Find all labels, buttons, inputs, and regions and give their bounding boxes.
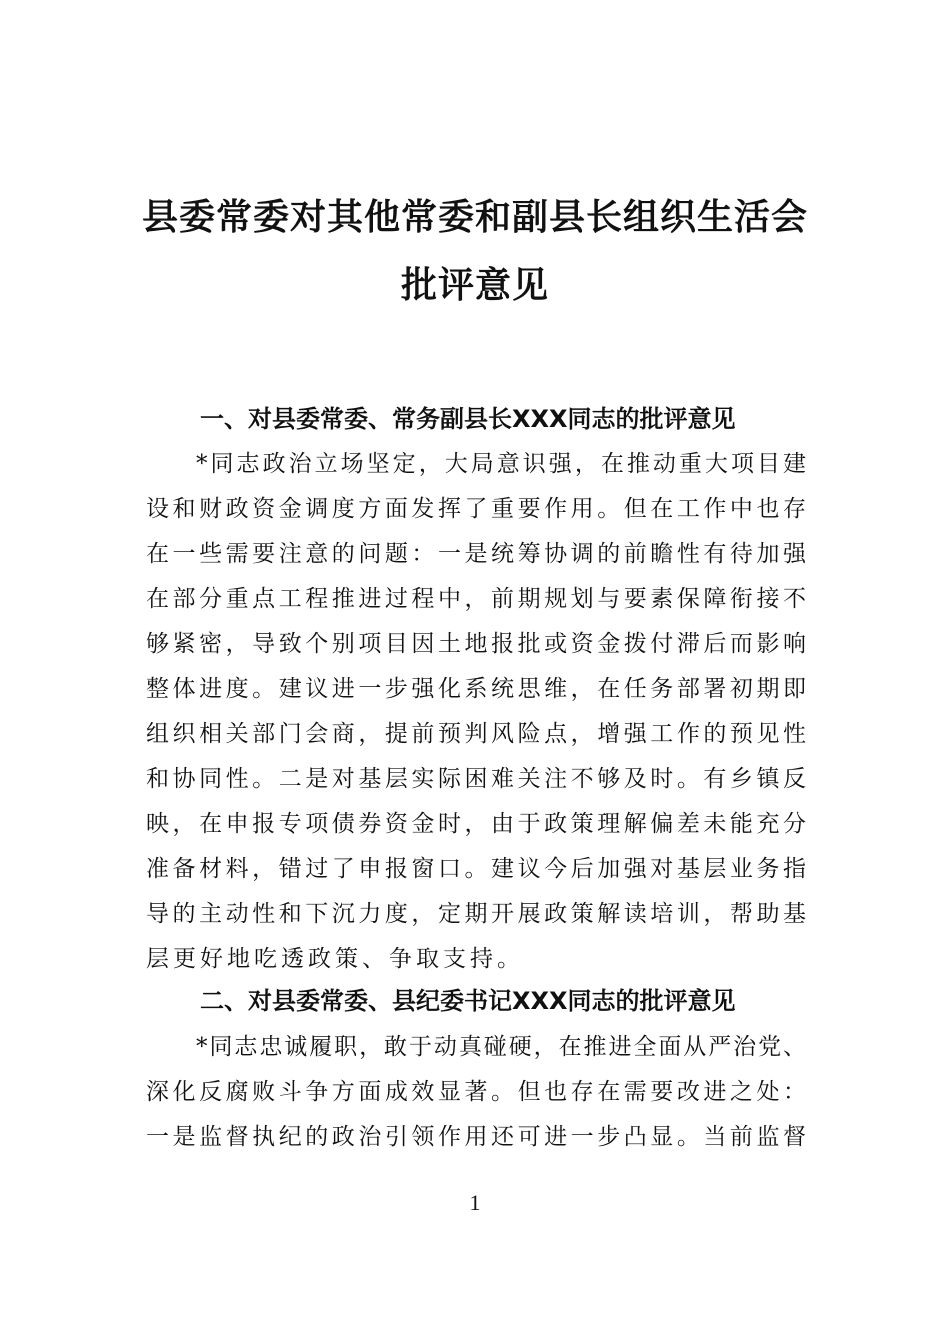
section-2-heading: 二、对县委常委、县纪委书记XXX同志的批评意见 <box>200 987 736 1015</box>
section-2-paragraph-line: 深化反腐败斗争方面成效显著。但也存在需要改进之处： <box>146 1079 806 1105</box>
section-1-paragraph-line: 准备材料，错过了申报窗口。建议今后加强对基层业务指 <box>146 856 806 882</box>
section-1-heading: 一、对县委常委、常务副县长XXX同志的批评意见 <box>200 405 736 433</box>
page-number: 1 <box>469 1190 481 1215</box>
section-1-paragraph-line: 设和财政资金调度方面发挥了重要作用。但在工作中也存 <box>146 496 806 522</box>
section-1-paragraph-line: 和协同性。二是对基层实际困难关注不够及时。有乡镇反 <box>146 766 806 792</box>
section-1-paragraph-line: 映，在申报专项债券资金时，由于政策理解偏差未能充分 <box>146 811 806 837</box>
section-1-paragraph-line: *同志政治立场坚定，大局意识强，在推动重大项目建 <box>196 451 806 477</box>
section-1-paragraph-line: 组织相关部门会商，提前预判风险点，增强工作的预见性 <box>146 721 806 747</box>
section-1-paragraph-line: 在部分重点工程推进过程中，前期规划与要素保障衔接不 <box>146 586 806 612</box>
section-2-paragraph-line: 一是监督执纪的政治引领作用还可进一步凸显。当前监督 <box>146 1124 806 1150</box>
section-2-paragraph-line: *同志忠诚履职，敢于动真碰硬，在推进全面从严治党、 <box>196 1034 806 1060</box>
section-1-paragraph-line: 在一些需要注意的问题：一是统筹协调的前瞻性有待加强 <box>146 541 806 567</box>
document-title-line-1: 县委常委对其他常委和副县长组织生活会 <box>141 197 808 238</box>
section-1-paragraph-line: 整体进度。建议进一步强化系统思维，在任务部署初期即 <box>146 676 806 702</box>
section-1-paragraph-line: 层更好地吃透政策、争取支持。 <box>146 946 524 972</box>
document-title-line-2: 批评意见 <box>400 265 549 306</box>
section-1-paragraph-line: 导的主动性和下沉力度，定期开展政策解读培训，帮助基 <box>146 901 806 927</box>
section-1-paragraph-line: 够紧密，导致个别项目因土地报批或资金拨付滞后而影响 <box>146 631 806 657</box>
